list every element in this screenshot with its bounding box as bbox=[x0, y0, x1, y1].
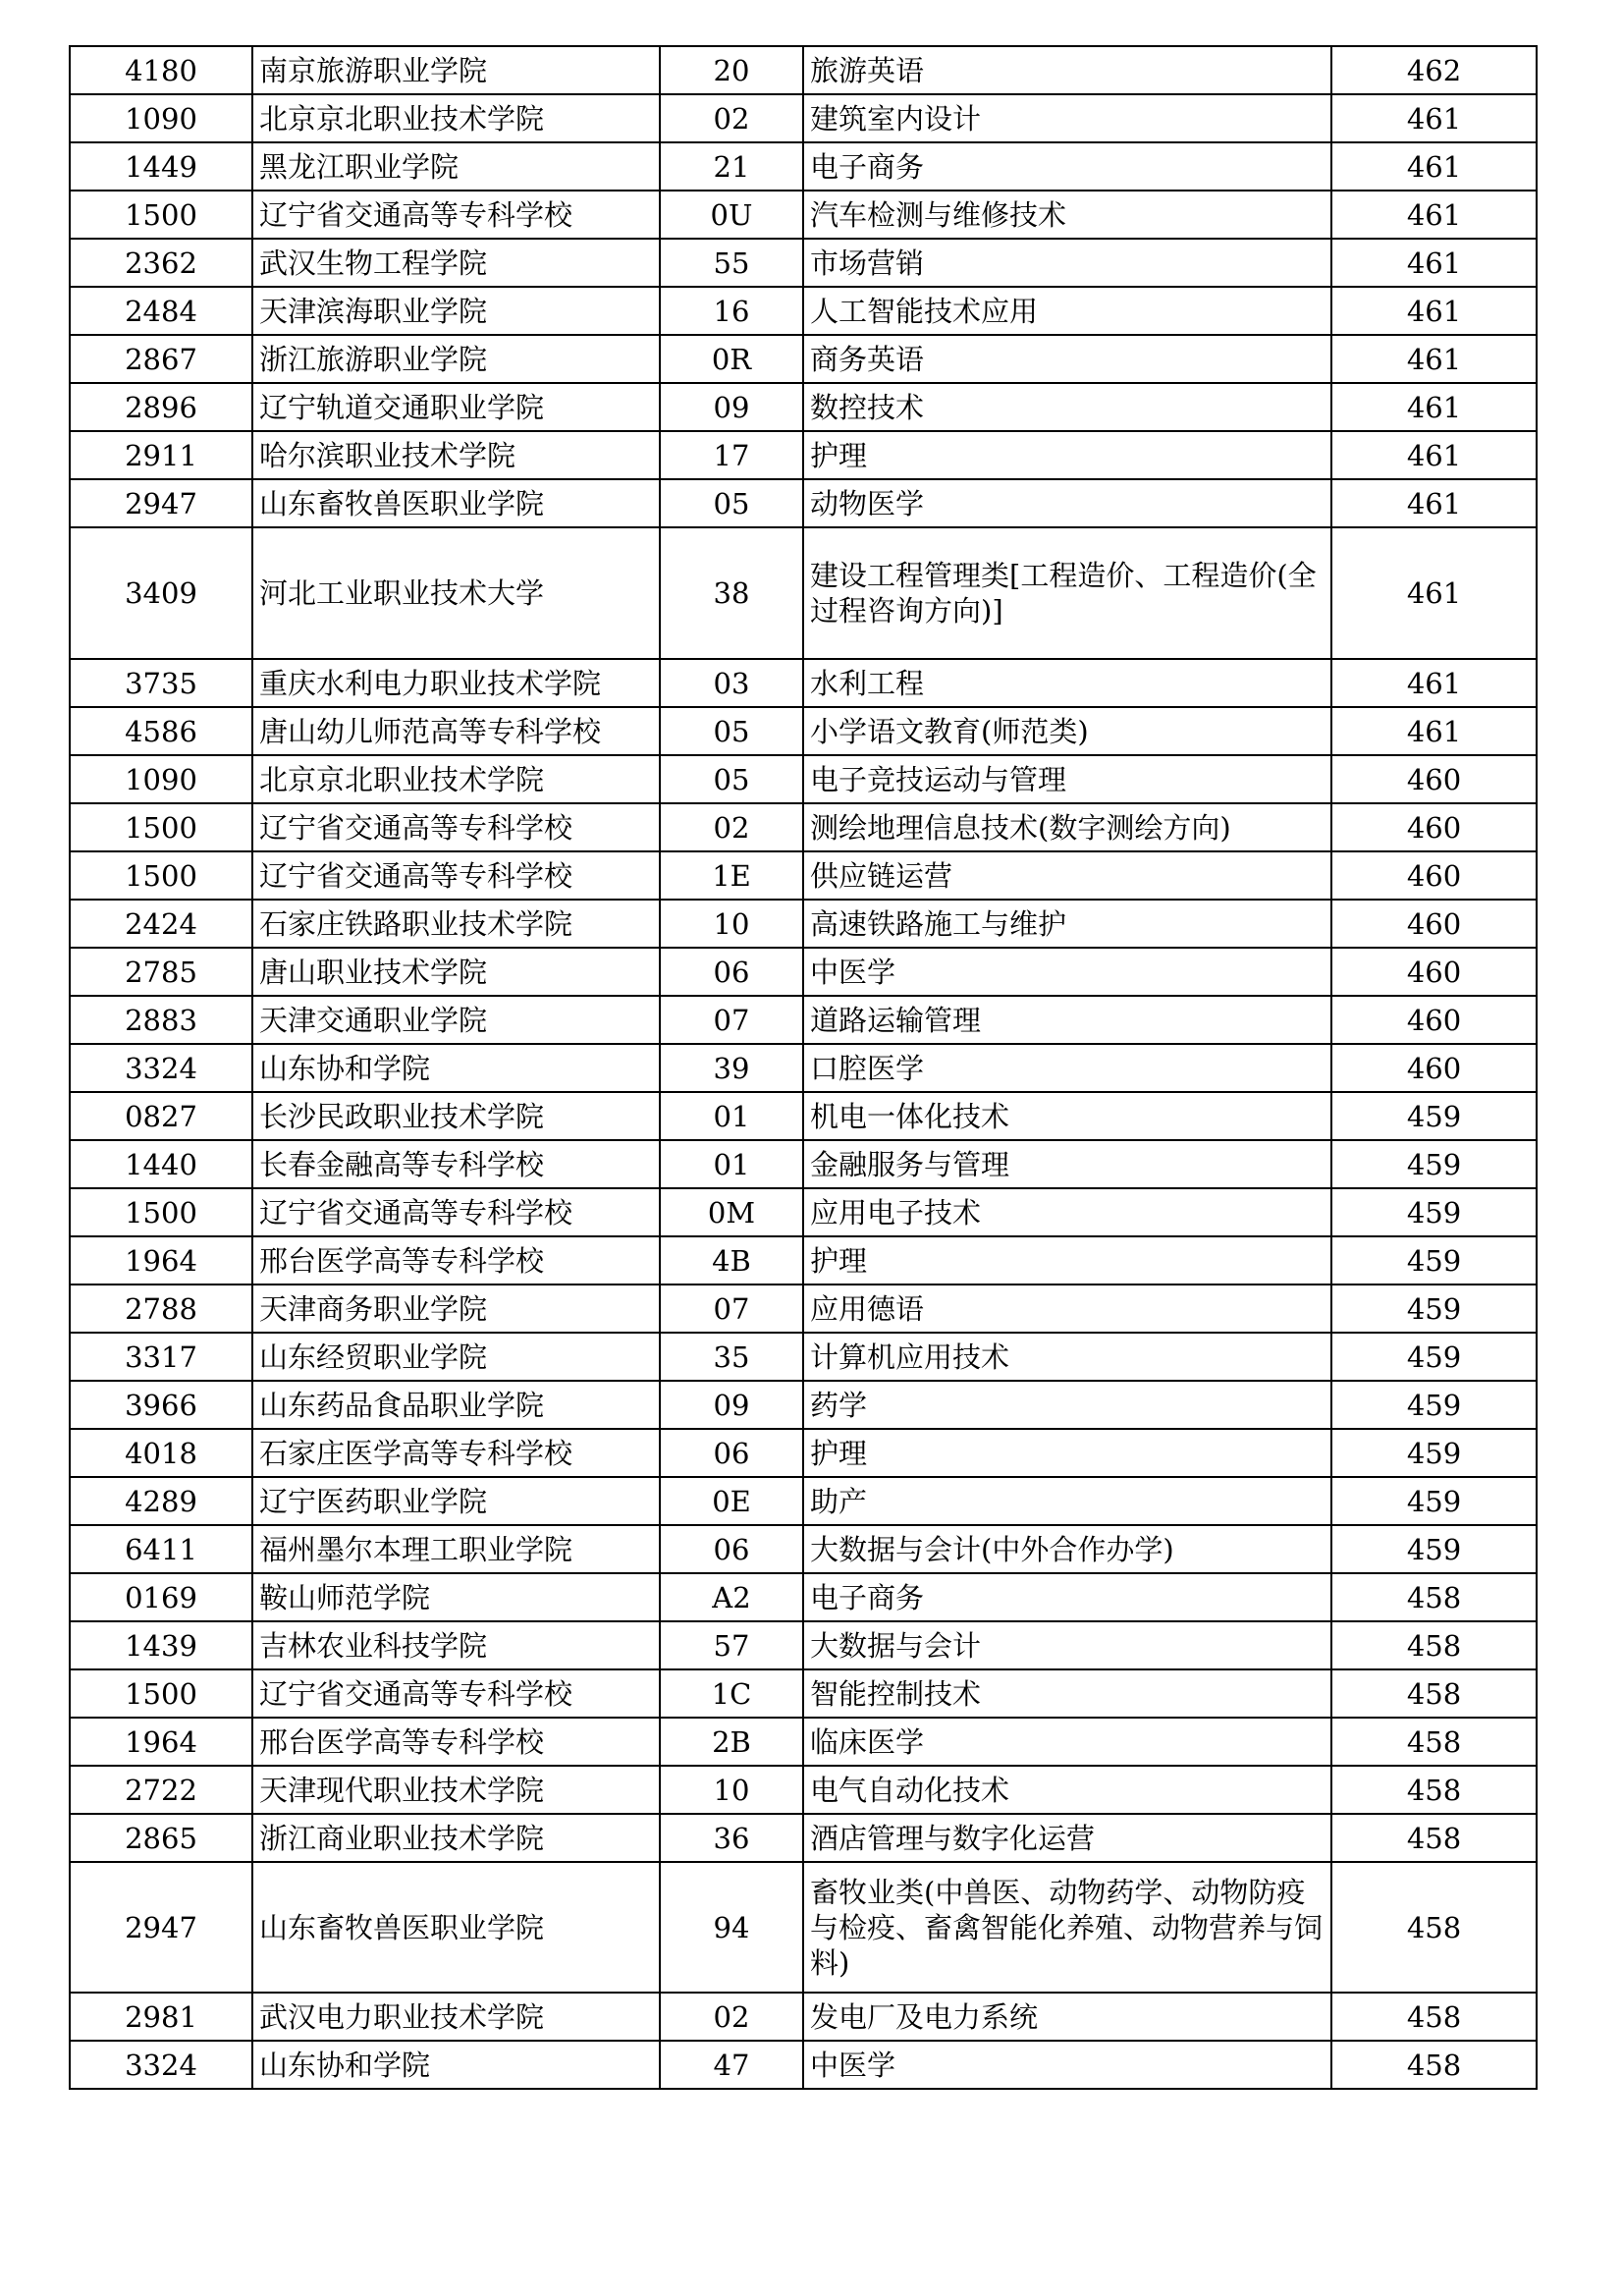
major-code-cell: 47 bbox=[660, 2041, 803, 2089]
school-code-cell: 2424 bbox=[70, 900, 252, 948]
major-code-cell: 0U bbox=[660, 191, 803, 239]
table-row bbox=[70, 287, 1537, 335]
score-cell: 458 bbox=[1331, 2041, 1537, 2089]
school-code-cell: 2362 bbox=[70, 239, 252, 287]
table-row bbox=[70, 1621, 1537, 1669]
school-code-cell: 2785 bbox=[70, 948, 252, 996]
table-row bbox=[70, 191, 1537, 239]
school-code-cell: 4180 bbox=[70, 46, 252, 94]
major-code-cell: 0R bbox=[660, 335, 803, 383]
major-code-cell: A2 bbox=[660, 1573, 803, 1621]
major-name-cell: 临床医学 bbox=[803, 1718, 1331, 1766]
major-name-cell: 测绘地理信息技术(数字测绘方向) bbox=[803, 803, 1331, 851]
major-name-cell: 建筑室内设计 bbox=[803, 94, 1331, 142]
major-code-cell: 06 bbox=[660, 1429, 803, 1477]
school-code-cell: 2722 bbox=[70, 1766, 252, 1814]
table-row bbox=[70, 2041, 1537, 2089]
major-name-cell: 护理 bbox=[803, 431, 1331, 479]
school-name-cell: 山东经贸职业学院 bbox=[252, 1333, 660, 1381]
school-code-cell: 6411 bbox=[70, 1525, 252, 1573]
score-cell: 460 bbox=[1331, 948, 1537, 996]
table-row bbox=[70, 1766, 1537, 1814]
table-row bbox=[70, 948, 1537, 996]
score-cell: 458 bbox=[1331, 1766, 1537, 1814]
school-name-cell: 河北工业职业技术大学 bbox=[252, 527, 660, 659]
major-code-cell: 07 bbox=[660, 1285, 803, 1333]
table-row bbox=[70, 431, 1537, 479]
table-row bbox=[70, 1333, 1537, 1381]
school-name-cell: 天津现代职业技术学院 bbox=[252, 1766, 660, 1814]
school-code-cell: 1090 bbox=[70, 755, 252, 803]
school-name-cell: 山东畜牧兽医职业学院 bbox=[252, 1862, 660, 1993]
major-code-cell: 07 bbox=[660, 996, 803, 1044]
school-code-cell: 1500 bbox=[70, 803, 252, 851]
major-code-cell: 01 bbox=[660, 1140, 803, 1188]
major-code-cell: 39 bbox=[660, 1044, 803, 1092]
major-name-cell: 大数据与会计 bbox=[803, 1621, 1331, 1669]
score-cell: 459 bbox=[1331, 1429, 1537, 1477]
table-row bbox=[70, 46, 1537, 94]
major-code-cell: 35 bbox=[660, 1333, 803, 1381]
school-name-cell: 武汉生物工程学院 bbox=[252, 239, 660, 287]
major-code-cell: 16 bbox=[660, 287, 803, 335]
school-code-cell: 1500 bbox=[70, 191, 252, 239]
score-cell: 461 bbox=[1331, 94, 1537, 142]
school-name-cell: 山东畜牧兽医职业学院 bbox=[252, 479, 660, 527]
major-name-cell: 道路运输管理 bbox=[803, 996, 1331, 1044]
score-cell: 460 bbox=[1331, 900, 1537, 948]
school-code-cell: 1500 bbox=[70, 1188, 252, 1236]
school-name-cell: 辽宁省交通高等专科学校 bbox=[252, 803, 660, 851]
major-name-cell: 应用德语 bbox=[803, 1285, 1331, 1333]
school-name-cell: 武汉电力职业技术学院 bbox=[252, 1993, 660, 2041]
school-code-cell: 2788 bbox=[70, 1285, 252, 1333]
major-code-cell: 10 bbox=[660, 900, 803, 948]
major-name-cell: 动物医学 bbox=[803, 479, 1331, 527]
school-code-cell: 3317 bbox=[70, 1333, 252, 1381]
major-code-cell: 0E bbox=[660, 1477, 803, 1525]
school-code-cell: 2484 bbox=[70, 287, 252, 335]
score-cell: 459 bbox=[1331, 1188, 1537, 1236]
school-name-cell: 北京京北职业技术学院 bbox=[252, 755, 660, 803]
table-row bbox=[70, 335, 1537, 383]
school-name-cell: 天津交通职业学院 bbox=[252, 996, 660, 1044]
major-name-cell: 建设工程管理类[工程造价、工程造价(全过程咨询方向)] bbox=[803, 527, 1331, 659]
score-cell: 459 bbox=[1331, 1525, 1537, 1573]
score-cell: 461 bbox=[1331, 527, 1537, 659]
school-code-cell: 3324 bbox=[70, 1044, 252, 1092]
school-name-cell: 石家庄医学高等专科学校 bbox=[252, 1429, 660, 1477]
score-cell: 461 bbox=[1331, 335, 1537, 383]
major-name-cell: 商务英语 bbox=[803, 335, 1331, 383]
major-name-cell: 水利工程 bbox=[803, 659, 1331, 707]
school-name-cell: 浙江商业职业技术学院 bbox=[252, 1814, 660, 1862]
score-cell: 459 bbox=[1331, 1140, 1537, 1188]
major-code-cell: 06 bbox=[660, 1525, 803, 1573]
school-code-cell: 1440 bbox=[70, 1140, 252, 1188]
school-name-cell: 黑龙江职业学院 bbox=[252, 142, 660, 191]
score-cell: 459 bbox=[1331, 1236, 1537, 1285]
major-code-cell: 20 bbox=[660, 46, 803, 94]
table-row bbox=[70, 1525, 1537, 1573]
major-name-cell: 旅游英语 bbox=[803, 46, 1331, 94]
major-code-cell: 05 bbox=[660, 479, 803, 527]
school-name-cell: 北京京北职业技术学院 bbox=[252, 94, 660, 142]
major-code-cell: 17 bbox=[660, 431, 803, 479]
major-name-cell: 中医学 bbox=[803, 948, 1331, 996]
major-code-cell: 57 bbox=[660, 1621, 803, 1669]
school-code-cell: 2883 bbox=[70, 996, 252, 1044]
table-row bbox=[70, 1285, 1537, 1333]
major-name-cell: 供应链运营 bbox=[803, 851, 1331, 900]
school-code-cell: 4586 bbox=[70, 707, 252, 755]
score-cell: 459 bbox=[1331, 1477, 1537, 1525]
major-code-cell: 1C bbox=[660, 1669, 803, 1718]
major-code-cell: 01 bbox=[660, 1092, 803, 1140]
admission-score-table bbox=[69, 45, 1538, 2090]
major-code-cell: 05 bbox=[660, 707, 803, 755]
table-row bbox=[70, 1814, 1537, 1862]
major-code-cell: 21 bbox=[660, 142, 803, 191]
table-row bbox=[70, 996, 1537, 1044]
table-row bbox=[70, 383, 1537, 431]
table-row bbox=[70, 1188, 1537, 1236]
score-cell: 461 bbox=[1331, 431, 1537, 479]
score-cell: 458 bbox=[1331, 1993, 1537, 2041]
school-code-cell: 1090 bbox=[70, 94, 252, 142]
score-cell: 460 bbox=[1331, 851, 1537, 900]
table-row bbox=[70, 900, 1537, 948]
major-name-cell: 应用电子技术 bbox=[803, 1188, 1331, 1236]
major-name-cell: 中医学 bbox=[803, 2041, 1331, 2089]
score-cell: 460 bbox=[1331, 1044, 1537, 1092]
major-name-cell: 电子商务 bbox=[803, 142, 1331, 191]
table-row bbox=[70, 1140, 1537, 1188]
school-name-cell: 辽宁省交通高等专科学校 bbox=[252, 1188, 660, 1236]
school-code-cell: 4289 bbox=[70, 1477, 252, 1525]
score-cell: 458 bbox=[1331, 1621, 1537, 1669]
score-cell: 460 bbox=[1331, 996, 1537, 1044]
major-name-cell: 口腔医学 bbox=[803, 1044, 1331, 1092]
major-name-cell: 助产 bbox=[803, 1477, 1331, 1525]
school-code-cell: 3409 bbox=[70, 527, 252, 659]
major-name-cell: 发电厂及电力系统 bbox=[803, 1993, 1331, 2041]
school-code-cell: 2947 bbox=[70, 1862, 252, 1993]
school-code-cell: 0169 bbox=[70, 1573, 252, 1621]
school-name-cell: 天津滨海职业学院 bbox=[252, 287, 660, 335]
score-cell: 458 bbox=[1331, 1573, 1537, 1621]
table-row bbox=[70, 851, 1537, 900]
school-code-cell: 4018 bbox=[70, 1429, 252, 1477]
major-name-cell: 电气自动化技术 bbox=[803, 1766, 1331, 1814]
score-cell: 460 bbox=[1331, 803, 1537, 851]
school-name-cell: 辽宁医药职业学院 bbox=[252, 1477, 660, 1525]
table-row bbox=[70, 1573, 1537, 1621]
major-name-cell: 金融服务与管理 bbox=[803, 1140, 1331, 1188]
school-code-cell: 1439 bbox=[70, 1621, 252, 1669]
major-code-cell: 0M bbox=[660, 1188, 803, 1236]
major-code-cell: 55 bbox=[660, 239, 803, 287]
major-name-cell: 畜牧业类(中兽医、动物药学、动物防疫与检疫、畜禽智能化养殖、动物营养与饲料) bbox=[803, 1862, 1331, 1993]
major-name-cell: 计算机应用技术 bbox=[803, 1333, 1331, 1381]
table-row bbox=[70, 1477, 1537, 1525]
school-code-cell: 3735 bbox=[70, 659, 252, 707]
school-name-cell: 南京旅游职业学院 bbox=[252, 46, 660, 94]
score-cell: 461 bbox=[1331, 659, 1537, 707]
school-code-cell: 1449 bbox=[70, 142, 252, 191]
score-cell: 460 bbox=[1331, 755, 1537, 803]
school-code-cell: 1964 bbox=[70, 1236, 252, 1285]
school-name-cell: 辽宁省交通高等专科学校 bbox=[252, 1669, 660, 1718]
major-code-cell: 03 bbox=[660, 659, 803, 707]
major-code-cell: 09 bbox=[660, 1381, 803, 1429]
major-name-cell: 电子竞技运动与管理 bbox=[803, 755, 1331, 803]
major-code-cell: 02 bbox=[660, 803, 803, 851]
school-name-cell: 吉林农业科技学院 bbox=[252, 1621, 660, 1669]
score-cell: 459 bbox=[1331, 1285, 1537, 1333]
table-row bbox=[70, 479, 1537, 527]
school-name-cell: 邢台医学高等专科学校 bbox=[252, 1236, 660, 1285]
table-row bbox=[70, 94, 1537, 142]
school-name-cell: 唐山幼儿师范高等专科学校 bbox=[252, 707, 660, 755]
table-row bbox=[70, 142, 1537, 191]
table-row bbox=[70, 1862, 1537, 1993]
score-cell: 462 bbox=[1331, 46, 1537, 94]
school-code-cell: 2911 bbox=[70, 431, 252, 479]
major-code-cell: 09 bbox=[660, 383, 803, 431]
school-name-cell: 山东药品食品职业学院 bbox=[252, 1381, 660, 1429]
major-code-cell: 05 bbox=[660, 755, 803, 803]
table-row bbox=[70, 1669, 1537, 1718]
major-name-cell: 酒店管理与数字化运营 bbox=[803, 1814, 1331, 1862]
major-code-cell: 4B bbox=[660, 1236, 803, 1285]
major-name-cell: 数控技术 bbox=[803, 383, 1331, 431]
table-row bbox=[70, 1429, 1537, 1477]
school-name-cell: 长春金融高等专科学校 bbox=[252, 1140, 660, 1188]
score-cell: 458 bbox=[1331, 1669, 1537, 1718]
score-cell: 461 bbox=[1331, 383, 1537, 431]
major-name-cell: 机电一体化技术 bbox=[803, 1092, 1331, 1140]
school-code-cell: 1964 bbox=[70, 1718, 252, 1766]
score-cell: 461 bbox=[1331, 287, 1537, 335]
major-name-cell: 智能控制技术 bbox=[803, 1669, 1331, 1718]
major-name-cell: 小学语文教育(师范类) bbox=[803, 707, 1331, 755]
score-cell: 461 bbox=[1331, 142, 1537, 191]
school-code-cell: 1500 bbox=[70, 1669, 252, 1718]
major-name-cell: 药学 bbox=[803, 1381, 1331, 1429]
school-code-cell: 3324 bbox=[70, 2041, 252, 2089]
score-cell: 459 bbox=[1331, 1092, 1537, 1140]
major-code-cell: 2B bbox=[660, 1718, 803, 1766]
major-code-cell: 02 bbox=[660, 1993, 803, 2041]
table-row bbox=[70, 527, 1537, 659]
major-name-cell: 电子商务 bbox=[803, 1573, 1331, 1621]
score-cell: 458 bbox=[1331, 1814, 1537, 1862]
score-cell: 461 bbox=[1331, 707, 1537, 755]
major-name-cell: 护理 bbox=[803, 1429, 1331, 1477]
major-code-cell: 10 bbox=[660, 1766, 803, 1814]
major-name-cell: 高速铁路施工与维护 bbox=[803, 900, 1331, 948]
school-name-cell: 辽宁轨道交通职业学院 bbox=[252, 383, 660, 431]
score-cell: 459 bbox=[1331, 1381, 1537, 1429]
table-row bbox=[70, 1381, 1537, 1429]
score-cell: 458 bbox=[1331, 1862, 1537, 1993]
table-row bbox=[70, 1718, 1537, 1766]
major-name-cell: 大数据与会计(中外合作办学) bbox=[803, 1525, 1331, 1573]
school-name-cell: 唐山职业技术学院 bbox=[252, 948, 660, 996]
major-code-cell: 94 bbox=[660, 1862, 803, 1993]
table-row bbox=[70, 755, 1537, 803]
major-name-cell: 护理 bbox=[803, 1236, 1331, 1285]
table-row bbox=[70, 1993, 1537, 2041]
score-cell: 459 bbox=[1331, 1333, 1537, 1381]
school-name-cell: 鞍山师范学院 bbox=[252, 1573, 660, 1621]
school-name-cell: 山东协和学院 bbox=[252, 1044, 660, 1092]
table-row bbox=[70, 659, 1537, 707]
major-name-cell: 汽车检测与维修技术 bbox=[803, 191, 1331, 239]
school-code-cell: 3966 bbox=[70, 1381, 252, 1429]
table-row bbox=[70, 1236, 1537, 1285]
school-name-cell: 长沙民政职业技术学院 bbox=[252, 1092, 660, 1140]
school-code-cell: 2981 bbox=[70, 1993, 252, 2041]
school-code-cell: 2867 bbox=[70, 335, 252, 383]
school-name-cell: 辽宁省交通高等专科学校 bbox=[252, 191, 660, 239]
school-code-cell: 2865 bbox=[70, 1814, 252, 1862]
school-name-cell: 辽宁省交通高等专科学校 bbox=[252, 851, 660, 900]
school-name-cell: 哈尔滨职业技术学院 bbox=[252, 431, 660, 479]
school-name-cell: 邢台医学高等专科学校 bbox=[252, 1718, 660, 1766]
school-name-cell: 山东协和学院 bbox=[252, 2041, 660, 2089]
score-cell: 461 bbox=[1331, 479, 1537, 527]
major-code-cell: 02 bbox=[660, 94, 803, 142]
score-cell: 461 bbox=[1331, 239, 1537, 287]
major-code-cell: 06 bbox=[660, 948, 803, 996]
score-cell: 458 bbox=[1331, 1718, 1537, 1766]
school-code-cell: 2947 bbox=[70, 479, 252, 527]
table-row bbox=[70, 803, 1537, 851]
table-row bbox=[70, 1044, 1537, 1092]
major-code-cell: 1E bbox=[660, 851, 803, 900]
table-row bbox=[70, 239, 1537, 287]
school-name-cell: 天津商务职业学院 bbox=[252, 1285, 660, 1333]
school-code-cell: 1500 bbox=[70, 851, 252, 900]
school-name-cell: 福州墨尔本理工职业学院 bbox=[252, 1525, 660, 1573]
table-row bbox=[70, 707, 1537, 755]
table-row bbox=[70, 1092, 1537, 1140]
major-name-cell: 市场营销 bbox=[803, 239, 1331, 287]
score-cell: 461 bbox=[1331, 191, 1537, 239]
school-name-cell: 重庆水利电力职业技术学院 bbox=[252, 659, 660, 707]
major-code-cell: 36 bbox=[660, 1814, 803, 1862]
major-name-cell: 人工智能技术应用 bbox=[803, 287, 1331, 335]
major-code-cell: 38 bbox=[660, 527, 803, 659]
school-code-cell: 2896 bbox=[70, 383, 252, 431]
school-name-cell: 石家庄铁路职业技术学院 bbox=[252, 900, 660, 948]
school-code-cell: 0827 bbox=[70, 1092, 252, 1140]
school-name-cell: 浙江旅游职业学院 bbox=[252, 335, 660, 383]
